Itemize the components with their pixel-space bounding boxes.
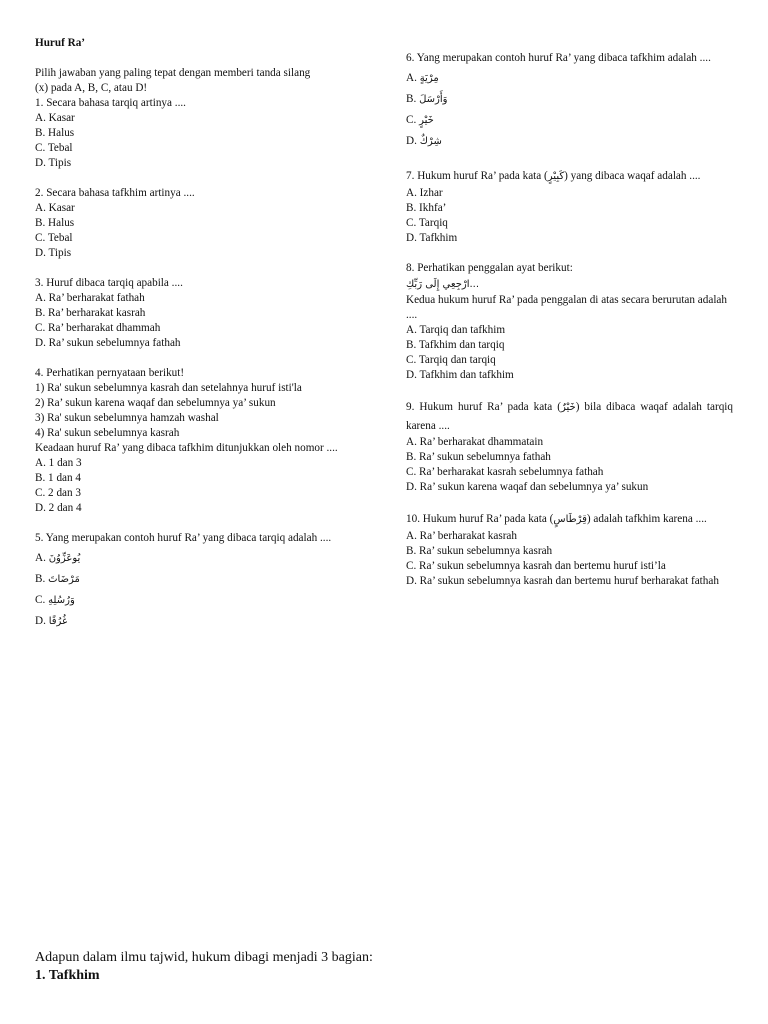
worksheet-title: Huruf Ra’ — [35, 37, 86, 49]
answer-option[interactable]: B. Halus — [35, 217, 75, 229]
arabic-word: قِرْطَاسٍ — [553, 514, 587, 525]
question-text: 4. Perhatikan pernyataan berikut! — [35, 367, 185, 379]
arabic-word: شِرْكٌ — [419, 136, 442, 147]
question-text — [406, 398, 733, 435]
option-letter: C. — [35, 594, 46, 606]
answer-option[interactable]: A. Ra’ berharakat dhammatain — [406, 436, 544, 448]
answer-option[interactable]: D. Tafkhim dan tafkhim — [406, 369, 514, 381]
answer-option[interactable] — [406, 89, 733, 110]
question-text-end: ) yang dibaca waqaf adalah .... — [564, 170, 701, 182]
question-text — [406, 167, 733, 186]
question-4 — [35, 366, 363, 516]
answer-option[interactable]: C. Tarqiq — [406, 217, 448, 229]
arabic-word: ...ارْجِعِي إِلَى رَبِّكِ — [406, 279, 480, 290]
question-text: 8. Perhatikan penggalan ayat berikut: — [406, 262, 573, 274]
answer-option[interactable]: C. Ra’ berharakat dhammah — [35, 322, 161, 334]
question-5 — [35, 531, 363, 632]
arabic-word: وَأَرْسَلَ — [419, 94, 448, 105]
answer-option[interactable] — [406, 131, 733, 152]
answer-option[interactable] — [406, 110, 733, 131]
arabic-word: خَيْرٌ — [560, 402, 576, 413]
question-text: 5. Yang merupakan contoh huruf Ra’ yang dibaca tarqiq adalah .... — [35, 532, 332, 544]
option-letter: A. — [406, 72, 417, 84]
question-6 — [406, 51, 733, 152]
question-10 — [406, 510, 733, 589]
answer-option[interactable] — [35, 569, 363, 590]
question-text: 6. Yang merupakan contoh huruf Ra’ yang dibaca tafkhim adalah .... — [406, 52, 711, 64]
question-text — [406, 510, 733, 529]
left-column — [35, 36, 363, 647]
answer-option[interactable]: B. Tafkhim dan tarqiq — [406, 339, 505, 351]
answer-option[interactable]: C. Tebal — [35, 232, 73, 244]
answer-option[interactable]: D. Ra’ sukun sebelumnya fathah — [35, 337, 181, 349]
instructions — [35, 66, 363, 96]
option-letter: A. — [35, 552, 46, 564]
answer-option[interactable] — [406, 68, 733, 89]
arabic-word: يُوعَزِّوُنَ — [48, 553, 81, 564]
option-letter: B. — [406, 93, 417, 105]
arabic-word: خَيْرٍ — [419, 115, 434, 126]
answer-option[interactable]: A. Kasar — [35, 202, 75, 214]
question-9 — [406, 398, 733, 495]
answer-option[interactable]: B. Ra’ berharakat kasrah — [35, 307, 146, 319]
arabic-word: غُرُفًا — [48, 616, 68, 627]
answer-option[interactable]: D. Ra’ sukun karena waqaf dan sebelumnya ya’ sukun — [406, 481, 649, 493]
statement-item: 2) Ra’ sukun karena waqaf dan sebelumnya ya’ sukun — [35, 397, 276, 409]
footer-text: Adapun dalam ilmu tajwid, hukum dibagi menjadi 3 bagian: — [35, 950, 373, 965]
answer-option[interactable] — [35, 611, 363, 632]
question-text-end: ) bila dibaca waqaf adalah tarqiq karena .... — [406, 401, 733, 432]
footer-subheading: 1. Tafkhim — [35, 968, 100, 983]
statement-item: 3) Ra' sukun sebelumnya hamzah washal — [35, 412, 219, 424]
option-letter: C. — [406, 114, 417, 126]
question-text: 2. Secara bahasa tafkhim artinya .... — [35, 187, 195, 199]
answer-option[interactable]: B. Ra’ sukun sebelumnya fathah — [406, 451, 551, 463]
option-letter: D. — [35, 615, 46, 627]
answer-option[interactable]: D. Tafkhim — [406, 232, 458, 244]
question-text-start: 7. Hukum huruf Ra’ pada kata ( — [406, 170, 548, 182]
question-3 — [35, 276, 363, 351]
question-1 — [35, 96, 363, 171]
answer-option[interactable] — [35, 590, 363, 611]
answer-option[interactable]: D. Ra’ sukun sebelumnya kasrah dan bertemu huruf berharakat fathah — [406, 575, 719, 587]
answer-option[interactable] — [35, 548, 363, 569]
answer-option[interactable]: C. Ra’ berharakat kasrah sebelumnya fathah — [406, 466, 604, 478]
arabic-word: مَرْضَاتَ — [48, 574, 80, 585]
question-text-end: ) adalah tafkhim karena .... — [586, 513, 707, 525]
question-8 — [406, 261, 733, 383]
question-prompt: Keadaan huruf Ra’ yang dibaca tafkhim ditunjukkan oleh nomor .... — [35, 442, 338, 454]
arabic-word: وَرُسُلِهِ — [48, 595, 75, 606]
answer-option[interactable]: A. 1 dan 3 — [35, 457, 82, 469]
answer-option[interactable]: B. Ikhfa’ — [406, 202, 447, 214]
answer-option[interactable]: A. Ra’ berharakat fathah — [35, 292, 145, 304]
answer-option[interactable]: A. Ra’ berharakat kasrah — [406, 530, 517, 542]
right-column — [406, 51, 733, 604]
question-2 — [35, 186, 363, 261]
answer-option[interactable]: D. 2 dan 4 — [35, 502, 82, 514]
answer-option[interactable]: A. Kasar — [35, 112, 75, 124]
question-text: 3. Huruf dibaca tarqiq apabila .... — [35, 277, 183, 289]
question-text-start: 10. Hukum huruf Ra’ pada kata ( — [406, 513, 554, 525]
question-7 — [406, 167, 733, 246]
answer-option[interactable]: A. Tarqiq dan tafkhim — [406, 324, 506, 336]
answer-option[interactable]: D. Tipis — [35, 247, 72, 259]
answer-option[interactable]: B. Ra’ sukun sebelumnya kasrah — [406, 545, 553, 557]
answer-option[interactable]: C. Ra’ sukun sebelumnya kasrah dan bertemu huruf isti’la — [406, 560, 666, 572]
question-prompt: Kedua hukum huruf Ra’ pada penggalan di atas secara berurutan adalah .... — [406, 294, 727, 321]
instruction-line: Pilih jawaban yang paling tepat dengan memberi tanda silang — [35, 67, 311, 79]
answer-option[interactable]: C. Tarqiq dan tarqiq — [406, 354, 496, 366]
footer-section — [35, 949, 373, 985]
answer-option[interactable]: C. 2 dan 3 — [35, 487, 81, 499]
arabic-word: مِرْيَةٍ — [419, 73, 439, 84]
answer-option[interactable]: C. Tebal — [35, 142, 73, 154]
answer-option[interactable]: B. Halus — [35, 127, 75, 139]
ayat-fragment — [406, 276, 733, 293]
question-text-start: 9. Hukum huruf Ra’ pada kata ( — [406, 401, 561, 413]
question-text: 1. Secara bahasa tarqiq artinya .... — [35, 97, 186, 109]
instruction-line: (x) pada A, B, C, atau D! — [35, 82, 148, 94]
answer-option[interactable]: A. Izhar — [406, 187, 443, 199]
answer-option[interactable]: D. Tipis — [35, 157, 72, 169]
arabic-word: كَبِيْرٍ — [547, 171, 565, 182]
statement-item: 1) Ra' sukun sebelumnya kasrah dan setelahnya huruf isti'la — [35, 382, 302, 394]
option-letter: B. — [35, 573, 46, 585]
option-letter: D. — [406, 135, 417, 147]
statement-item: 4) Ra' sukun sebelumnya kasrah — [35, 427, 180, 439]
answer-option[interactable]: B. 1 dan 4 — [35, 472, 81, 484]
